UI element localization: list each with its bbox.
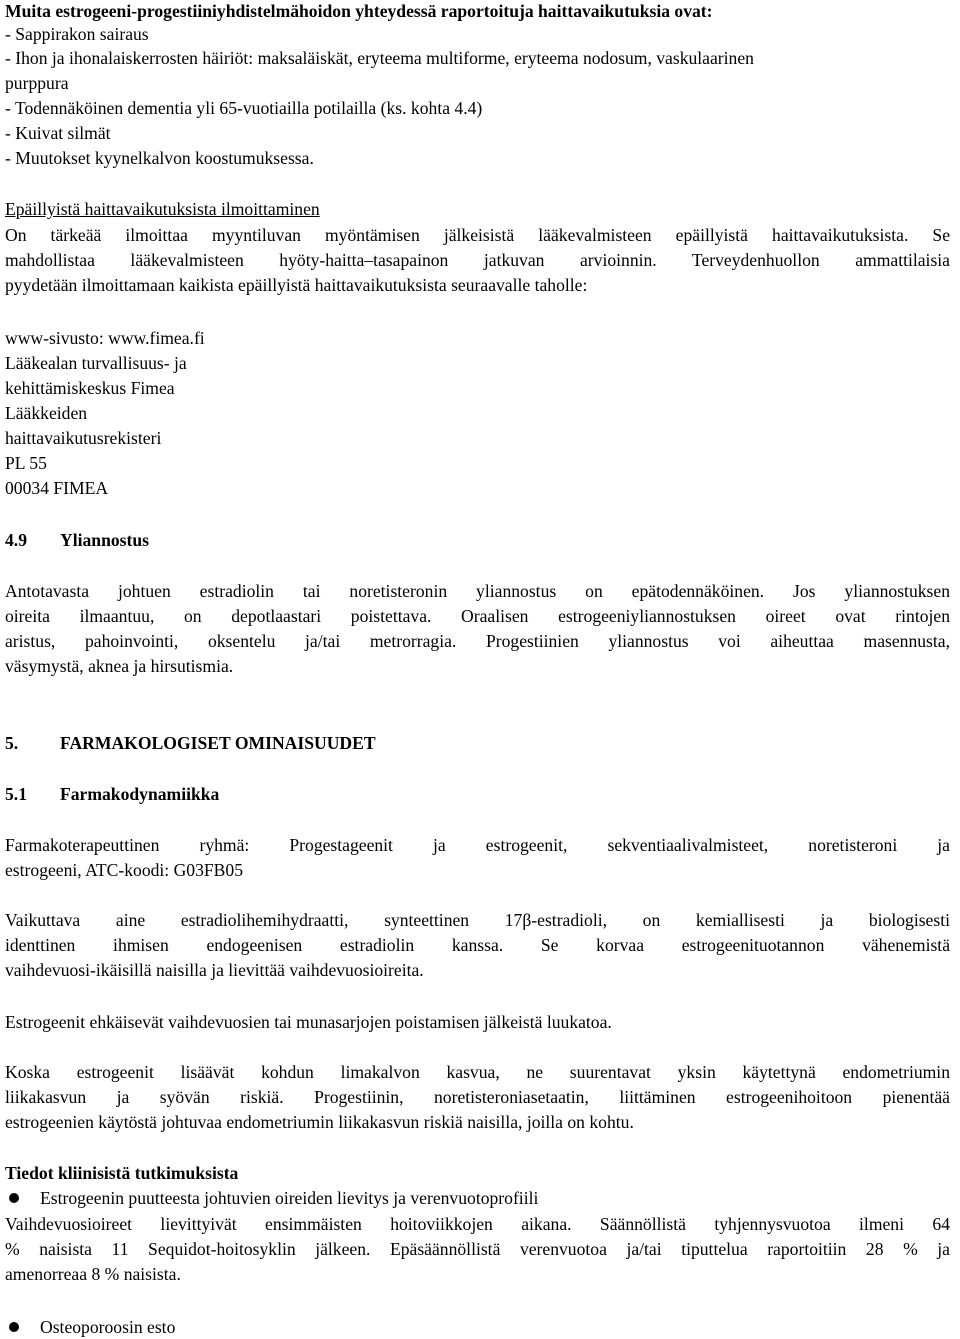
clinical-text-line: Vaihdevuosioireet lievittyivät ensimmäisten hoitoviikkojen aikana. Säännöllistä tyhjennysvuotoa ilmeni 64 — [5, 1214, 950, 1234]
reporting-text-line: mahdollistaa lääkevalmisteen hyöty-haitta–tasapainon jatkuvan arvioinnin. Terveydenhuollon ammattilaisia — [5, 250, 950, 270]
clinical-text-line: % naisista 11 Sequidot-hoitosyklin jälkeen. Epäsäännöllistä verenvuotoa ja/tai tiputtelua raportoitiin 28 % ja — [5, 1239, 950, 1259]
overdose-text-line: Antotavasta johtuen estradiolin tai noretisteronin yliannostus on epätodennäköinen. Jos yliannostuksen — [5, 581, 950, 601]
address-line: 00034 FIMEA — [5, 478, 109, 498]
clinical-text-line: amenorreaa 8 % naisista. — [5, 1264, 181, 1284]
side-effect-item: - Kuivat silmät — [5, 123, 111, 143]
address-line: haittavaikutusrekisteri — [5, 428, 162, 448]
side-effect-item: purppura — [5, 73, 69, 93]
side-effect-item: - Todennäköinen dementia yli 65-vuotiailla potilailla (ks. kohta 4.4) — [5, 98, 483, 118]
bullet-icon — [9, 1193, 19, 1203]
side-effect-item: - Ihon ja ihonalaiskerrosten häiriöt: maksaläiskät, eryteema multiforme, eryteema nodosum, vaskulaarinen — [5, 48, 754, 68]
overdose-text-line: oireita ilmaantuu, on depotlaastari poistettava. Oraalisen estrogeeniyliannostuksen oireet ovat rintojen — [5, 606, 950, 626]
section-4-9-heading — [5, 529, 149, 551]
active-substance-line: Vaikuttava aine estradiolihemihydraatti, synteettinen 17β-estradioli, on kemiallisesti ja biologisesti — [5, 910, 950, 930]
endometrium-line: liikakasvun ja syövän riskiä. Progestiinin, noretisteroniasetaatin, liittäminen estrogeenihoitoon pienentää — [5, 1087, 950, 1107]
pharmacotherapeutic-group-line: Farmakoterapeuttinen ryhmä: Progestageenit ja estrogeenit, sekventiaalivalmisteet, noretisteroni ja — [5, 835, 950, 855]
reporting-heading: Epäillyistä haittavaikutuksista ilmoittaminen — [5, 199, 320, 219]
active-substance-line: identtinen ihmisen endogeenisen estradiolin kanssa. Se korvaa estrogeenituotannon vähenemistä — [5, 935, 950, 955]
reporting-text-line: pyydetään ilmoittamaan kaikista epäillyistä haittavaikutuksista seuraavalle taholle: — [5, 275, 588, 295]
reporting-text-line: On tärkeää ilmoittaa myyntiluvan myöntämisen jälkeisistä lääkevalmisteen epäillyistä haittavaikutuksista. Se — [5, 225, 950, 245]
endometrium-line: estrogeenien käytöstä johtuvaa endometriumin liikakasvun riskiä naisilla, joilla on kohtu. — [5, 1112, 634, 1132]
section-number: 4.9 — [5, 530, 27, 550]
side-effect-item: - Muutokset kyynelkalvon koostumuksessa. — [5, 148, 314, 168]
reporting-website: www-sivusto: www.fimea.fi — [5, 328, 205, 348]
overdose-text-line: väsymystä, aknea ja hirsutismia. — [5, 656, 234, 676]
address-line: Lääkkeiden — [5, 403, 88, 423]
clinical-studies-heading: Tiedot kliinisistä tutkimuksista — [5, 1163, 239, 1183]
pharmacotherapeutic-group-line: estrogeeni, ATC-koodi: G03FB05 — [5, 860, 243, 880]
section-number: 5.1 — [5, 784, 27, 804]
section-title: Yliannostus — [60, 530, 149, 550]
address-line: Lääkealan turvallisuus- ja — [5, 353, 187, 373]
bullet-icon — [9, 1322, 19, 1332]
address-line: PL 55 — [5, 453, 47, 473]
section-5-1-heading — [5, 783, 219, 805]
section-title: Farmakodynamiikka — [60, 784, 220, 804]
section-title: FARMAKOLOGISET OMINAISUUDET — [60, 733, 376, 753]
bone-loss-paragraph: Estrogeenit ehkäisevät vaihdevuosien tai munasarjojen poistamisen jälkeistä luukatoa. — [5, 1012, 612, 1032]
clinical-bullet-item: Estrogeenin puutteesta johtuvien oireiden lievitys ja verenvuotoprofiili — [40, 1188, 539, 1208]
active-substance-line: vaihdevuosi-ikäisillä naisilla ja lievittää vaihdevuosioireita. — [5, 960, 424, 980]
section-number: 5. — [5, 733, 19, 753]
side-effect-item: - Sappirakon sairaus — [5, 24, 149, 44]
side-effects-heading: Muita estrogeeni-progestiiniyhdistelmähoidon yhteydessä raportoituja haittavaikutuksia ovat: — [5, 1, 713, 21]
endometrium-line: Koska estrogeenit lisäävät kohdun limakalvon kasvua, ne suurentavat yksin käytettynä endometriumin — [5, 1062, 950, 1082]
section-5-heading — [5, 732, 376, 754]
clinical-bullet-item: Osteoporoosin esto — [40, 1317, 176, 1337]
address-line: kehittämiskeskus Fimea — [5, 378, 175, 398]
overdose-text-line: aristus, pahoinvointi, oksentelu ja/tai metrorragia. Progestiinien yliannostus voi aiheuttaa masennusta, — [5, 631, 950, 651]
